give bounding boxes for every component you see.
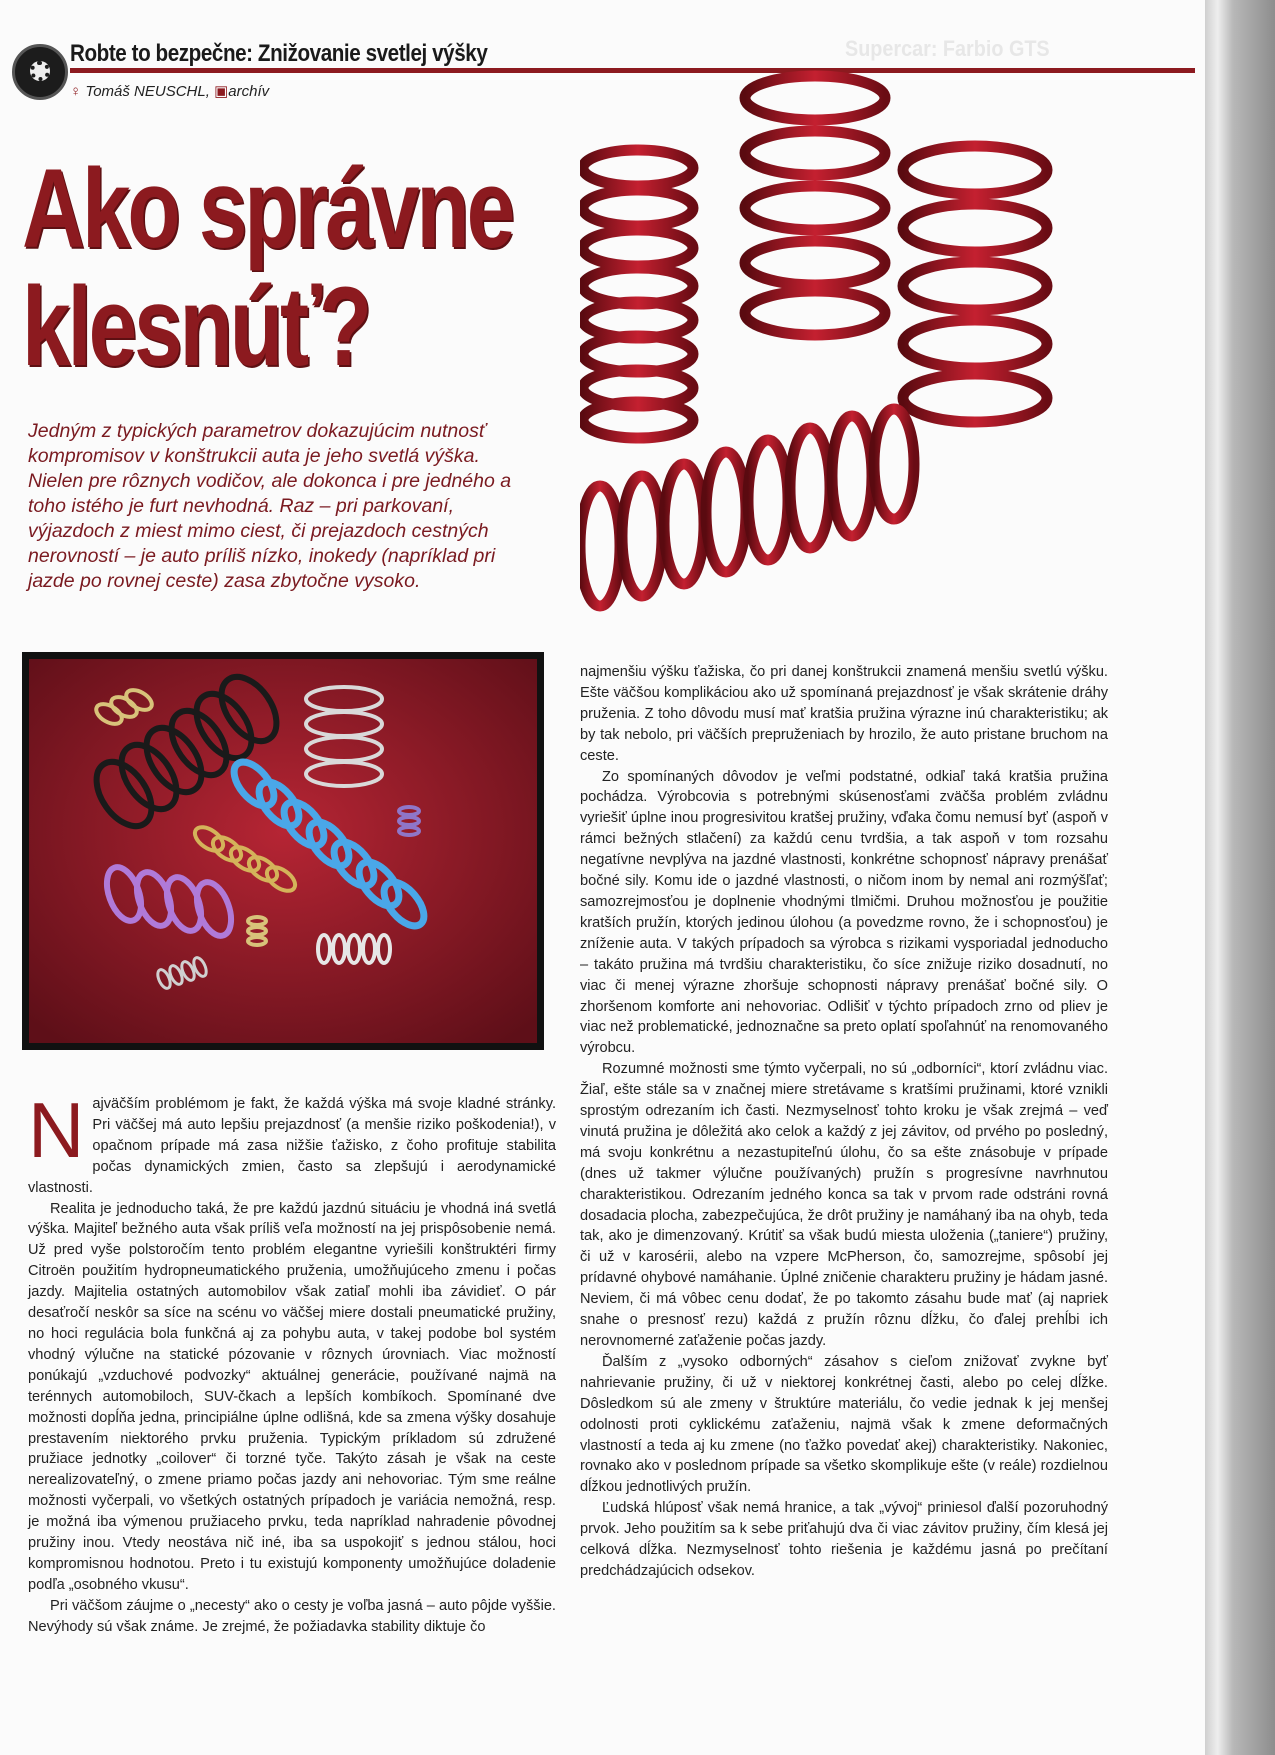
gear-icon (30, 61, 50, 81)
red-springs-image (580, 58, 1100, 638)
springs-photo-art (29, 659, 537, 1043)
headline (22, 146, 582, 389)
body-column-left (28, 1086, 556, 1638)
byline-author: Tomáš NEUSCHL, (85, 83, 210, 100)
section-title: Robte to bezpečne: Znižovanie svetlej výšky (70, 40, 488, 67)
coil-springs-photo (22, 652, 544, 1050)
body-paragraph: Rozumné možnosti sme týmto vyčerpali, no sú „odborníci“, ktorí zvládnu viac. Žiaľ, ešte stále sa v značnej miere stretávame s kratšími pružinami, ktoré vznikli sprostým odrezaním ich časti. Nezmyselnosť tohto kroku je však zrejmá – veď vinutá pružina je dôležitá ako celok a každý z jej závitov, od prvého po posledný, má svoju konkrétnu a nezastupiteľnú úlohu, čo sa ešte znásobuje v prípade (dnes už takmer výlučne používaných) pružín s progresívne navrhnutou charakteristikou. Odrezaním jedného konca sa tak v prvom rade odstráni rovná dosadacia plocha, zabezpečujúca, že drôt pružiny je namáhaný iba na ohyb, teda tak, ako je dimenzovaný. Krútiť sa však budú miesta uloženia („taniere“) pružiny, či už v karosérii, alebo na vzpere McPherson, čo, samozrejme, spôsobí jej prídavné ohybové namáhanie. Úplné zničenie charakteru pružiny je hádam jasné. Neviem, či má vôbec cenu dodať, že po takomto zásahu bude mať (aj napriek snahe o presnosť rezu) každá z pružín rôznu dĺžku, čo ďalej prehĺbi ich nerovnomerné zaťaženie počas jazdy. (580, 1061, 1108, 1349)
body-paragraph: Realita je jednoducho taká, že pre každú jazdnú situáciu je vhodná iná svetlá výška. Majiteľ bežného auta však príliš veľa možností na jej prispôsobenie nemá. Už pred vyše polstoročím tento problém elegantne vyriešili konštruktéri firmy Citroën použitím hydropneumatického pruženia, umožňujúceho zmenu i počas jazdy. Majitelia ostatných automobilov však zatiaľ mohli iba závidieť. O pár desaťročí neskôr sa síce na scénu vo väčšej miere dostali pneumatické pružiny, no hoci regulácia bola funkčná aj za pohybu auta, v takej podobe bol systém vhodný výlučne na statické pózovanie v rôznych úrovniach. Viac možností ponúkajú „vzduchové podvozky“ aktuálnej generácie, používané najmä na terénnych automobiloch, SUV-čkach a lepších kombíkoch. Spomínané dve možnosti dopĺňa jedna, principiálne úplne odlišná, kde sa zmena výšky dosahuje prestavením niektorého prvku pruženia. Typickým príkladom sú združené pružiace jednotky „coilover“ či torzné tyče. Takýto zásah je však na ceste nerealizovateľný, o zmene priamo počas jazdy ani nehovoriac. Tým sme reálne možnosti vyčerpali, vo všetkých ostatných prípadoch je variácia nemožná, resp. je možná iba výmenou pružiaceho prvku, teda napríklad nahradenie pôvodnej pružiny inou. Vtedy neostáva nič iné, iba sa uspokojiť s jednou stálou, hoci kompromisnou hodnotou. Preto i tu existujú komponenty umožňujúce doladenie podľa „osobného vkusu“. (28, 1200, 556, 1593)
body-paragraph: najmenšiu výšku ťažiska, čo pri danej konštrukcii znamená menšiu svetlú výšku. Ešte väčšou komplikáciou ako už spomínaná prejazdnosť je však skrátenie dráhy pruženia. Z toho dôvodu musí mať kratšia pružina výrazne inú charakteristiku; ak by tak nebolo, pri väčších prepruženiach by hrozilo, že auto pristane bruchom na ceste. (580, 664, 1108, 764)
byline-photo: archív (228, 83, 270, 100)
lead-paragraph: Jedným z typických parametrov dokazujúcim nutnosť kompromisov v konštrukcii auta je jeho svetlá výška. Nielen pre rôznych vodičov, ale dokonca i pre jedného a toho istého je furt nevhodná. Raz – pri parkovaní, výjazdoch z miest mimo ciest, či prejazdoch cestných nerovností – je auto príliš nízko, inokedy (napríklad pri jazde po rovnej ceste) zasa zbytočne vysoko. (28, 420, 512, 592)
body-paragraph: Ľudská hlúposť však nemá hranice, a tak „vývoj“ priniesol ďalší pozoruhodný prvok. Jeho použitím sa k sebe priťahujú dva či viac závitov pružiny, čím klesá jej celková dĺžka. Nezmyselnosť tohto riešenia je každému jasná po prečítaní predchádzajúcich odsekov. (580, 1500, 1108, 1579)
paragraph-text: ajväčším problémom je fakt, že každá výška má svoje kladné stránky. Pri väčšej má auto lepšiu prejazdnosť (a menšie riziko poškodenia!), v opačnom prípade má zasa nižšie ťažisko, z čoho profituje stabilita počas dynamických zmien, často sa zlepšujú i aerodynamické vlastnosti. (28, 1096, 556, 1196)
body-paragraph: Ďalším z „vysoko odborných“ zásahov s cieľom znižovať zvykne byť nahrievanie pružiny, či už v niektorej konkrétnej časti, alebo po celej dĺžke. Dôsledkom sú ale zmeny v štruktúre materiálu, čo vedie jednak k jej menšej odolnosti proti cyklickému zaťaženiu, najmä však k zmene deformačných vlastností a teda aj ku zmene (no ťažko povedať akej) charakteristiky. Nakoniec, rovnako ako v poslednom prípade sa všetko skomplikuje ešte (v reále) rozdielnou dĺžkou jednotlivých pružín. (580, 1353, 1108, 1496)
body-paragraph: Zo spomínaných dôvodov je veľmi podstatné, odkiaľ taká kratšia pružina pochádza. Výrobcovia s potrebnými skúsenosťami zväčša problém zvládnu vyriešiť úplne inou progresivitou kratšej pružiny, vďaka čomu nemusí byť (aspoň v rámci bežných stlačení) za každú cenu tvrdšia, a tak aspoň v tom rozsahu negatívne nevplýva na jazdné vlastnosti, konkrétne schopnosť nápravy prenášať bočné sily. Komu ide o jazdné vlastnosti, o ničom inom by nemal ani rozmýšľať; samozrejmosťou je doplnenie vhodnými tlmičmi. Druhou možnosťou je použitie kratších pružín, ktorých jedinou úlohou (a povedzme rovno, že i schopnosťou) je zníženie auta. V takých prípadoch sa výrobca s rizikami vysporiadal jednoducho – takáto pružina má tvrdšiu charakteristiku, čo síce znižuje riziko dosadnutí, no viac či menej výrazne zhoršuje schopnosti nápravy prenášať bočné sily. O zhoršenom komforte ani nehovoriac. Odlišiť v týchto prípadoch zrno od pliev je viac než problematické, jednoznačne sa preto oplatí spoľahnúť na renomovaného výrobcu. (580, 768, 1108, 1057)
section-logo (12, 44, 68, 100)
drop-cap: N (28, 1086, 85, 1174)
byline (70, 82, 269, 100)
body-paragraph (28, 1086, 556, 1199)
body-column-right (580, 662, 1108, 1582)
page-spine (1205, 0, 1275, 1755)
camera-icon: ▣ (214, 83, 229, 100)
headline-line-1: Ako správne (22, 146, 513, 271)
headline-line-2: klesnúť? (22, 264, 370, 389)
author-icon: ♀ (70, 83, 82, 100)
facing-page-ghost-header: Supercar: Farbio GTS (845, 36, 1050, 61)
body-paragraph: Pri väčšom záujme o „necesty“ ako o cesty je voľba jasná – auto pôjde vyššie. Nevýhody sú však známe. Je zrejmé, že požiadavka stability diktuje čo (28, 1597, 556, 1635)
